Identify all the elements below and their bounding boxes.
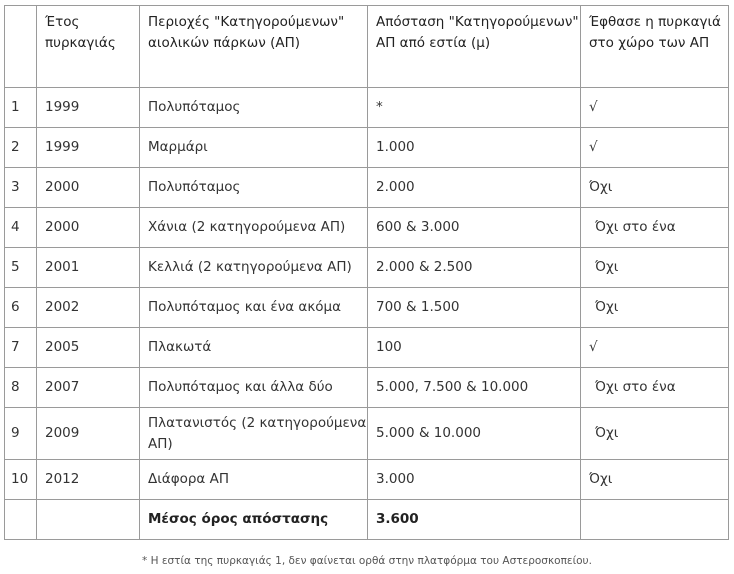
cell-reached: Όχι (581, 168, 729, 208)
table-row (5, 88, 729, 128)
cell-reached: Όχι (581, 248, 729, 288)
cell-distance: 5.000, 7.500 & 10.000 (368, 368, 581, 408)
cell-area: Πολυπόταμος και άλλα δύο (140, 368, 368, 408)
cell-year: 2000 (37, 208, 140, 248)
table-row (5, 168, 729, 208)
header-distance: Απόσταση "Κατηγορούμενων" ΑΠ από εστία (μ) (368, 6, 581, 88)
cell-reached: Όχι (581, 460, 729, 500)
cell-reached: √ (581, 88, 729, 128)
cell-index: 4 (5, 208, 37, 248)
cell-area: Διάφορα ΑΠ (140, 460, 368, 500)
cell-reached: Όχι στο ένα (581, 368, 729, 408)
cell-year: 2009 (37, 408, 140, 460)
cell-year: 2000 (37, 168, 140, 208)
header-wind-farm-areas: Περιοχές "Κατηγορούμενων" αιολικών πάρκων (ΑΠ) (140, 6, 368, 88)
cell-empty (581, 500, 729, 540)
cell-year: 2007 (37, 368, 140, 408)
cell-index: 6 (5, 288, 37, 328)
cell-area: Πολυπόταμος (140, 168, 368, 208)
cell-index: 2 (5, 128, 37, 168)
cell-reached: √ (581, 128, 729, 168)
cell-area: Χάνια (2 κατηγορούμενα ΑΠ) (140, 208, 368, 248)
cell-distance: 5.000 & 10.000 (368, 408, 581, 460)
cell-empty (5, 500, 37, 540)
cell-area: Πλακωτά (140, 328, 368, 368)
cell-area: Μαρμάρι (140, 128, 368, 168)
cell-index: 8 (5, 368, 37, 408)
cell-reached: Όχι (581, 408, 729, 460)
footnote: * Η εστία της πυρκαγιάς 1, δεν φαίνεται ορθά στην πλατφόρμα του Αστεροσκοπείου. (142, 555, 592, 567)
average-distance-label: Μέσος όρος απόστασης (140, 500, 368, 540)
table-row (5, 408, 729, 460)
cell-index: 9 (5, 408, 37, 460)
cell-distance: * (368, 88, 581, 128)
cell-year: 2001 (37, 248, 140, 288)
cell-index: 1 (5, 88, 37, 128)
cell-year: 2002 (37, 288, 140, 328)
table-header-row (5, 6, 729, 88)
header-fire-year: Έτος πυρκαγιάς (37, 6, 140, 88)
cell-empty (37, 500, 140, 540)
cell-year: 2005 (37, 328, 140, 368)
table-total-row (5, 500, 729, 540)
cell-distance: 600 & 3.000 (368, 208, 581, 248)
table-row (5, 288, 729, 328)
cell-index: 5 (5, 248, 37, 288)
cell-index: 3 (5, 168, 37, 208)
cell-area: Κελλιά (2 κατηγορούμενα ΑΠ) (140, 248, 368, 288)
cell-year: 1999 (37, 128, 140, 168)
cell-distance: 100 (368, 328, 581, 368)
cell-reached: Όχι (581, 288, 729, 328)
cell-area: Πολυπόταμος και ένα ακόμα (140, 288, 368, 328)
cell-area: Πολυπόταμος (140, 88, 368, 128)
cell-index: 10 (5, 460, 37, 500)
table-row (5, 460, 729, 500)
cell-distance: 2.000 & 2.500 (368, 248, 581, 288)
table-row (5, 248, 729, 288)
cell-distance: 3.000 (368, 460, 581, 500)
cell-area: Πλατανιστός (2 κατηγορούμενα ΑΠ) (140, 408, 368, 460)
table-row (5, 368, 729, 408)
average-distance-value: 3.600 (368, 500, 581, 540)
cell-distance: 2.000 (368, 168, 581, 208)
cell-reached: Όχι στο ένα (581, 208, 729, 248)
table-row (5, 128, 729, 168)
table-row (5, 208, 729, 248)
wind-farm-fire-table (4, 5, 729, 540)
cell-year: 2012 (37, 460, 140, 500)
cell-year: 1999 (37, 88, 140, 128)
header-fire-reached: Έφθασε η πυρκαγιά στο χώρο των ΑΠ (581, 6, 729, 88)
cell-reached: √ (581, 328, 729, 368)
cell-index: 7 (5, 328, 37, 368)
header-index (5, 6, 37, 88)
cell-distance: 700 & 1.500 (368, 288, 581, 328)
cell-distance: 1.000 (368, 128, 581, 168)
table-row (5, 328, 729, 368)
wind-farm-fire-table-container (4, 5, 728, 540)
